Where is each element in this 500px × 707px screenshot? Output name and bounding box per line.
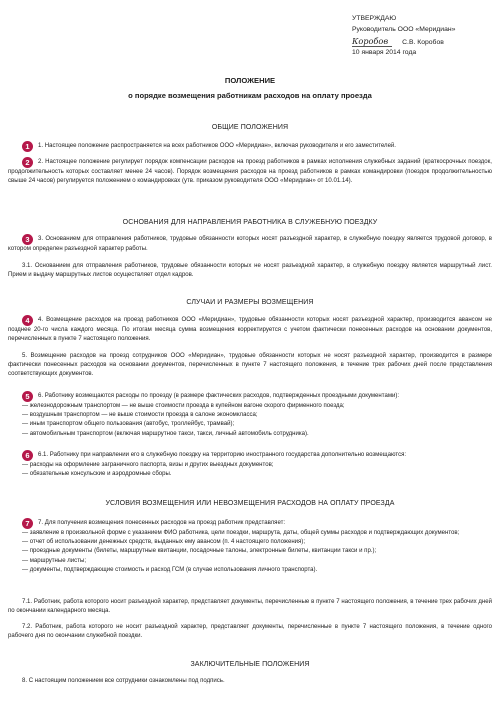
marker-2-icon: 2 [22, 157, 33, 168]
document-subtitle: о порядке возмещения работникам расходов на оплату проезда [128, 91, 372, 100]
paragraph-4 [8, 315, 492, 344]
list-item: — автомобильным транспортом (включая маршрутное такси, такси, личный автомобиль сотрудника). [22, 430, 309, 437]
approval-block [352, 14, 455, 59]
paragraph-8: 8. С настоящим положением все сотрудники ознакомлены под подпись. [22, 678, 225, 684]
signature-line [352, 36, 455, 49]
approval-heading: УТВЕРЖДАЮ [352, 15, 397, 22]
list-item: — железнодорожным транспортом — не выше стоимости проезда в купейном вагоне скорого фирменного поезда; [22, 403, 345, 409]
list-item: — маршрутные листы; [22, 557, 87, 564]
marker-3-icon: 3 [22, 234, 33, 245]
list-item: — проездные документы (билеты, маршрутные квитанции, посадочные талоны, электронные билеты, квитанции такси и пр.); [22, 548, 377, 555]
paragraph-4-text: 4. Возмещение расходов на проезд работников ООО «Меридиан», трудовые обязанности которых носят разъездной характер, производится авансом не позднее 20-го числа каждого месяца. По итогам месяца сумма возмещения корректируется с учетом фактически понесенных расходов на основании документов, перечисленных в пункте 7 настоящего положения. [8, 317, 492, 343]
marker-7-icon: 7 [22, 518, 33, 529]
paragraph-7-1: 7.1. Работник, работа которого носит разъездной характер, представляет документы, перечисленные в пункте 7 настоящего положения, в течение трех рабочих дней по окончании календарного месяца. [8, 599, 492, 615]
marker-5-icon: 5 [22, 391, 33, 402]
section-heading-conditions: УСЛОВИЯ ВОЗМЕЩЕНИЯ ИЛИ НЕВОЗМЕЩЕНИЯ РАСХОДОВ НА ОПЛАТУ ПРОЕЗДА [105, 500, 395, 507]
section-heading-cases: СЛУЧАИ И РАЗМЕРЫ ВОЗМЕЩЕНИЯ [186, 299, 314, 306]
list-item: — обязательные консульские и аэродромные сборы. [22, 471, 172, 478]
paragraph-6-text: 6. Работнику возмещаются расходы по проезду (в размере фактических расходов, подтвержденных проездными документами): [38, 393, 400, 399]
paragraph-3-1: 3.1. Основанием для отправления работников, трудовые обязанности которых не носят разъездной характер, в служебную поездку является маршрутный лист. Прием и выдачу маршрутных листов осуществляет отдел кадров. [8, 263, 492, 279]
paragraph-3 [8, 234, 492, 254]
list-item: — воздушным транспортом — не выше стоимости проезда в салоне экономкласса; [22, 412, 258, 419]
list-item: — отчет об использовании денежных средств, выданных ему авансом (п. 4 настоящего положения); [22, 539, 306, 546]
section-heading-general: ОБЩИЕ ПОЛОЖЕНИЯ [211, 124, 289, 131]
marker-6-icon: 6 [22, 450, 33, 461]
paragraph-3-text: 3. Основанием для отправления работников, трудовые обязанности которых носят разъездной характер, в служебную поездку является трудовой договор, в котором определен разъездной характер работы. [8, 236, 492, 252]
list-item: — заявление в произвольной форме с указанием ФИО работника, цели поездки, маршрута, даты, общей суммы расходов и подтверждающих документов; [22, 530, 460, 536]
marker-1-icon: 1 [22, 141, 33, 152]
paragraph-1 [8, 141, 492, 152]
list-item: — документы, подтверждающие стоимость и расход ГСМ (в случае использования личного транспорта). [22, 566, 318, 573]
list-item: — иным транспортом общего пользования (автобус, троллейбус, трамвай); [22, 421, 235, 428]
paragraph-7-2: 7.2. Работник, работа которого не носит разъездной характер, представляет документы, перечисленные в пункте 7 настоящего положения, в течение одного рабочего дня по окончании служебной поездки. [8, 624, 492, 640]
paragraph-1-text: 1. Настоящее положение распространяется на всех работников ООО «Меридиан», включая руководителя и его заместителей. [38, 143, 396, 149]
approver-name: С.В. Коробов [402, 38, 444, 46]
paragraph-6-1-text: 6.1. Работнику при направлении его в служебную поездку на территорию иностранного государства дополнительно возмещаются: [38, 452, 407, 458]
list-item: — расходы на оформление заграничного паспорта, визы и других выездных документов; [22, 462, 274, 468]
paragraph-6 [8, 391, 492, 439]
paragraph-2-text: 2. Настоящее положение регулирует порядок компенсации расходов на проезд работников в рамках исполнения служебных заданий (краткосрочных поездок, продолжительность которых составляет менее 24 часов). Порядок возмещения расходов на проезд работников в рамках командировки (поездок продолжительностью свыше 24 часов) регулируется положением о командировках (утв. приказом руководителя ООО «Меридиан» от 10.01.14). [8, 159, 492, 185]
paragraph-6-1 [8, 450, 492, 479]
approval-date: 10 января 2014 года [352, 49, 417, 57]
paragraph-5: 5. Возмещение расходов на проезд сотрудников ООО «Меридиан», трудовые обязанности которых не носят разъездной характер, производится в размере фактически понесенных расходов на основании документов, перечисленных в пункте 7 настоящего положения, в течение трех рабочих дней после представления соответствующих документов. [8, 353, 492, 378]
paragraph-7 [8, 518, 492, 575]
handwritten-signature: Коробов [352, 36, 392, 48]
section-heading-final: ЗАКЛЮЧИТЕЛЬНЫЕ ПОЛОЖЕНИЯ [190, 661, 310, 668]
paragraph-2 [8, 157, 492, 186]
paragraph-7-text: 7. Для получения возмещения понесенных расходов на проезд работник представляет: [38, 520, 286, 526]
approval-position: Руководитель ООО «Меридиан» [352, 25, 456, 33]
section-heading-grounds: ОСНОВАНИЯ ДЛЯ НАПРАВЛЕНИЯ РАБОТНИКА В СЛУЖЕБНУЮ ПОЕЗДКУ [122, 219, 378, 226]
document-title: ПОЛОЖЕНИЕ [224, 76, 276, 85]
marker-4-icon: 4 [22, 315, 33, 326]
